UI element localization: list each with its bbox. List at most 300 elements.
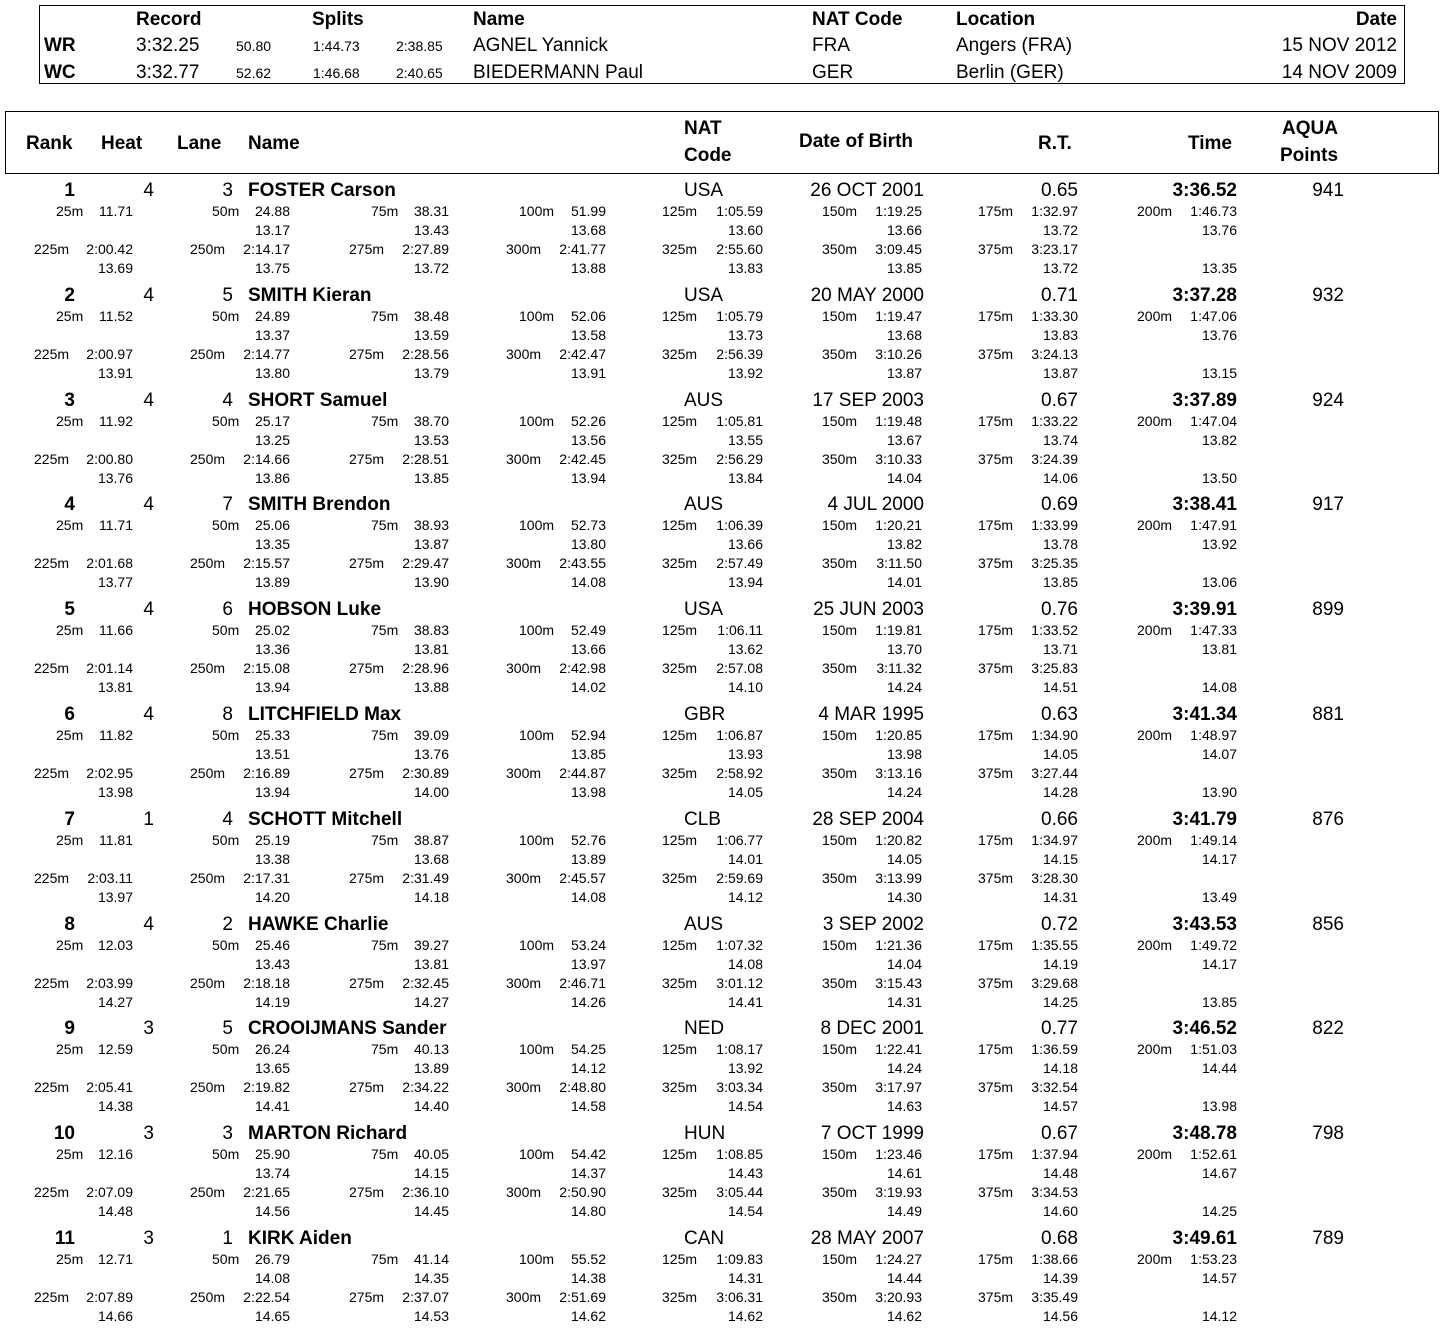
split-delta: 13.84 <box>727 469 763 486</box>
swimmer-name: HOBSON Luke <box>248 599 382 621</box>
split-time: 3:23.17 <box>1031 241 1078 257</box>
header-dob: Date of Birth <box>799 131 913 152</box>
split-time: 3:09.45 <box>875 241 922 257</box>
heat: 4 <box>143 180 154 201</box>
split-delta: 14.05 <box>886 850 922 867</box>
heat: 4 <box>143 913 154 935</box>
split-distance: 250m <box>190 660 226 677</box>
split-distance: 300m <box>506 869 542 886</box>
split-delta: 13.66 <box>727 536 763 553</box>
split-time: 52.26 <box>570 412 606 429</box>
split-delta: 14.44 <box>1201 1060 1237 1077</box>
split-delta: 14.80 <box>570 1203 606 1220</box>
split-time: 1:09.83 <box>716 1251 763 1267</box>
split-delta: 14.02 <box>570 679 606 696</box>
heat: 4 <box>143 389 154 411</box>
reaction-time: 0.66 <box>1041 808 1078 830</box>
split-time: 25.06 <box>254 517 290 534</box>
split-time: 1:23.46 <box>875 1146 922 1163</box>
split-time: 2:32.45 <box>402 974 449 991</box>
split-distance: 225m <box>34 345 70 362</box>
split-delta: 14.18 <box>413 888 449 905</box>
lane: 5 <box>222 1018 233 1040</box>
split-distance: 200m <box>1137 307 1173 324</box>
split-time: 11.71 <box>99 517 133 534</box>
split-delta: 13.35 <box>1201 260 1237 276</box>
split-distance: 300m <box>506 1079 542 1096</box>
aqua-points: 924 <box>1312 389 1344 411</box>
split-distance: 200m <box>1137 1146 1173 1163</box>
split-time: 38.83 <box>413 622 449 639</box>
split-distance: 25m <box>56 412 84 429</box>
split-time: 1:37.94 <box>1031 1146 1078 1163</box>
split-distance: 300m <box>506 660 542 677</box>
split-time: 2:21.65 <box>243 1184 290 1201</box>
swimmer-row <box>0 180 1444 280</box>
split-time: 2:14.17 <box>243 241 290 257</box>
split-delta: 13.69 <box>97 260 133 276</box>
aqua-points: 822 <box>1312 1018 1344 1040</box>
split-delta: 14.62 <box>727 1308 763 1324</box>
split-time: 2:28.56 <box>402 345 449 362</box>
split-time: 38.48 <box>413 307 449 324</box>
split-delta: 13.68 <box>570 222 606 238</box>
split-distance: 325m <box>662 1289 698 1305</box>
split-time: 1:47.33 <box>1190 622 1237 639</box>
header-time: Time <box>1188 133 1233 154</box>
split-time: 2:51.69 <box>559 1289 606 1305</box>
split-distance: 75m <box>371 203 399 219</box>
split-delta: 13.62 <box>727 641 763 658</box>
split-delta: 14.08 <box>570 574 606 591</box>
split-delta: 14.15 <box>413 1165 449 1182</box>
split-time: 1:51.03 <box>1190 1041 1237 1058</box>
nat-code: USA <box>684 284 724 306</box>
split-distance: 125m <box>662 936 698 953</box>
split-delta: 13.85 <box>1042 574 1078 591</box>
nat-code: GBR <box>684 704 726 725</box>
split-delta: 13.81 <box>1201 641 1237 658</box>
date-of-birth: 20 MAY 2000 <box>810 284 924 306</box>
nat-code: CAN <box>684 1228 725 1249</box>
swimmer-row <box>0 390 1444 490</box>
date-of-birth: 28 MAY 2007 <box>810 1228 924 1249</box>
split-distance: 175m <box>978 1146 1014 1163</box>
split-delta: 13.81 <box>97 679 133 696</box>
split-delta: 14.04 <box>886 955 922 972</box>
split-time: 11.66 <box>99 622 133 639</box>
split-delta: 14.65 <box>254 1308 290 1324</box>
split-delta: 13.75 <box>254 260 290 276</box>
split-delta: 14.38 <box>97 1098 133 1115</box>
lane: 3 <box>222 180 233 201</box>
final-time: 3:46.52 <box>1172 1018 1237 1040</box>
split-delta: 13.68 <box>886 326 922 343</box>
split-time: 2:03.11 <box>87 869 133 886</box>
split-distance: 100m <box>519 1146 555 1163</box>
final-time: 3:43.53 <box>1172 913 1237 935</box>
date-of-birth: 28 SEP 2004 <box>812 808 924 830</box>
split-time: 1:19.47 <box>875 307 922 324</box>
date-of-birth: 4 MAR 1995 <box>818 704 924 725</box>
split-distance: 50m <box>212 727 240 743</box>
split-time: 12.03 <box>97 936 133 953</box>
record-split: 2:40.65 <box>396 65 443 81</box>
split-delta: 13.97 <box>570 955 606 972</box>
split-delta: 14.61 <box>886 1165 922 1182</box>
split-time: 12.71 <box>97 1251 133 1267</box>
split-delta: 13.80 <box>570 536 606 553</box>
split-time: 38.31 <box>413 203 449 219</box>
date-of-birth: 17 SEP 2003 <box>812 389 924 411</box>
split-time: 39.09 <box>413 727 449 743</box>
final-time: 3:39.91 <box>1172 599 1237 621</box>
split-delta: 13.66 <box>886 222 922 238</box>
split-delta: 14.08 <box>727 955 763 972</box>
split-time: 1:47.04 <box>1190 412 1237 429</box>
split-distance: 125m <box>662 307 698 324</box>
split-distance: 150m <box>822 307 858 324</box>
split-distance: 200m <box>1137 936 1173 953</box>
split-distance: 175m <box>978 307 1014 324</box>
record-date: 14 NOV 2009 <box>1281 62 1397 83</box>
split-delta: 13.43 <box>413 222 449 238</box>
record-name: AGNEL Yannick <box>473 35 608 56</box>
split-delta: 13.70 <box>886 641 922 658</box>
aqua-points: 856 <box>1312 913 1344 935</box>
split-time: 38.70 <box>413 412 449 429</box>
aqua-points: 932 <box>1312 284 1344 306</box>
split-distance: 150m <box>822 517 858 534</box>
split-distance: 75m <box>371 727 399 743</box>
split-distance: 375m <box>978 765 1014 781</box>
split-delta: 13.97 <box>97 888 133 905</box>
split-distance: 175m <box>978 412 1014 429</box>
split-distance: 100m <box>519 412 555 429</box>
swimmer-row <box>0 1228 1444 1328</box>
split-delta: 13.59 <box>413 326 449 343</box>
split-delta: 14.26 <box>570 993 606 1010</box>
split-time: 1:05.59 <box>716 203 763 219</box>
split-delta: 14.17 <box>1201 850 1237 867</box>
split-distance: 200m <box>1137 203 1173 219</box>
split-delta: 13.60 <box>727 222 763 238</box>
split-distance: 200m <box>1137 727 1173 743</box>
header-lane: Lane <box>177 133 222 154</box>
split-delta: 14.20 <box>254 888 290 905</box>
split-distance: 150m <box>822 1041 858 1058</box>
split-delta: 13.88 <box>570 260 606 276</box>
split-time: 54.25 <box>570 1041 606 1058</box>
lane: 8 <box>222 704 233 725</box>
rank: 8 <box>64 913 75 935</box>
split-time: 2:16.89 <box>243 765 290 781</box>
split-distance: 100m <box>519 936 555 953</box>
date-of-birth: 26 OCT 2001 <box>810 180 924 201</box>
nat-code: USA <box>684 180 724 201</box>
split-delta: 14.48 <box>97 1203 133 1220</box>
split-distance: 25m <box>56 517 84 534</box>
split-distance: 125m <box>662 622 698 639</box>
split-distance: 325m <box>662 1184 698 1201</box>
split-delta: 14.56 <box>1042 1308 1078 1324</box>
split-distance: 75m <box>371 936 399 953</box>
split-time: 53.24 <box>570 936 606 953</box>
split-delta: 14.40 <box>413 1098 449 1115</box>
split-distance: 325m <box>662 765 698 781</box>
split-distance: 375m <box>978 1289 1014 1305</box>
split-distance: 100m <box>519 203 555 219</box>
header-points: Points <box>1280 145 1339 166</box>
split-time: 2:50.90 <box>559 1184 606 1201</box>
final-time: 3:38.41 <box>1172 494 1237 516</box>
split-distance: 75m <box>371 831 399 848</box>
split-delta: 13.89 <box>570 850 606 867</box>
split-time: 2:01.14 <box>86 660 133 677</box>
records-header-location: Location <box>956 9 1036 30</box>
date-of-birth: 3 SEP 2002 <box>822 913 924 935</box>
nat-code: AUS <box>684 494 724 516</box>
rank: 1 <box>64 180 75 201</box>
split-time: 25.90 <box>254 1146 290 1163</box>
split-time: 1:49.72 <box>1190 936 1237 953</box>
split-delta: 13.83 <box>727 260 763 276</box>
split-distance: 75m <box>371 412 399 429</box>
rank: 5 <box>64 599 75 621</box>
header-nat: NAT <box>684 118 722 139</box>
lane: 4 <box>222 808 233 830</box>
reaction-time: 0.71 <box>1041 284 1078 306</box>
split-delta: 14.35 <box>413 1270 449 1286</box>
split-delta: 14.27 <box>97 993 133 1010</box>
split-distance: 25m <box>56 307 84 324</box>
record-date: 15 NOV 2012 <box>1281 35 1397 56</box>
split-distance: 375m <box>978 555 1014 572</box>
split-distance: 300m <box>506 765 542 781</box>
split-time: 26.79 <box>254 1251 290 1267</box>
split-time: 3:28.30 <box>1031 869 1078 886</box>
split-distance: 50m <box>212 517 240 534</box>
heat: 4 <box>143 599 154 621</box>
split-distance: 75m <box>371 307 399 324</box>
split-time: 2:28.96 <box>402 660 449 677</box>
split-time: 2:34.22 <box>402 1079 449 1096</box>
split-time: 2:31.49 <box>402 869 449 886</box>
split-delta: 13.66 <box>570 641 606 658</box>
split-distance: 75m <box>371 622 399 639</box>
split-delta: 14.08 <box>1201 679 1237 696</box>
header-code: Code <box>684 145 732 166</box>
split-time: 2:15.08 <box>243 660 290 677</box>
split-distance: 125m <box>662 412 698 429</box>
split-time: 1:52.61 <box>1190 1146 1237 1163</box>
split-time: 3:24.13 <box>1031 345 1078 362</box>
record-time: 3:32.25 <box>136 35 200 56</box>
date-of-birth: 25 JUN 2003 <box>813 599 924 621</box>
split-time: 2:57.08 <box>716 660 763 677</box>
aqua-points: 789 <box>1312 1228 1344 1249</box>
split-distance: 350m <box>822 1289 858 1305</box>
record-type: WR <box>44 35 76 56</box>
split-delta: 14.18 <box>1042 1060 1078 1077</box>
split-time: 2:45.57 <box>559 869 606 886</box>
split-delta: 14.66 <box>97 1308 133 1324</box>
split-distance: 175m <box>978 727 1014 743</box>
split-distance: 150m <box>822 203 858 219</box>
split-distance: 150m <box>822 1251 858 1267</box>
split-time: 1:47.91 <box>1190 517 1237 534</box>
split-delta: 13.79 <box>413 364 449 381</box>
record-type: WC <box>44 62 76 83</box>
split-distance: 75m <box>371 1251 399 1267</box>
split-delta: 13.37 <box>254 326 290 343</box>
split-distance: 25m <box>56 1041 84 1058</box>
split-delta: 14.01 <box>886 574 922 591</box>
rank: 11 <box>54 1228 75 1249</box>
split-delta: 14.25 <box>1201 1203 1237 1220</box>
split-distance: 25m <box>56 203 84 219</box>
reaction-time: 0.67 <box>1041 389 1078 411</box>
split-time: 2:43.55 <box>559 555 606 572</box>
split-delta: 14.44 <box>886 1270 922 1286</box>
split-time: 2:44.87 <box>559 765 606 781</box>
split-distance: 225m <box>34 765 70 781</box>
split-distance: 225m <box>34 1289 70 1305</box>
split-distance: 200m <box>1137 622 1173 639</box>
split-time: 2:57.49 <box>716 555 763 572</box>
split-delta: 13.51 <box>254 746 290 762</box>
split-distance: 200m <box>1137 831 1173 848</box>
split-time: 3:06.31 <box>716 1289 763 1305</box>
split-time: 3:25.83 <box>1031 660 1078 677</box>
split-time: 2:05.41 <box>86 1079 133 1096</box>
record-name: BIEDERMANN Paul <box>473 62 643 83</box>
split-time: 1:05.81 <box>716 412 763 429</box>
split-delta: 14.12 <box>570 1060 606 1077</box>
swimmer-name: SCHOTT Mitchell <box>248 808 403 830</box>
results-header <box>5 111 1439 174</box>
split-delta: 14.41 <box>254 1098 290 1115</box>
split-delta: 14.53 <box>413 1308 449 1324</box>
split-time: 1:38.66 <box>1031 1251 1078 1267</box>
split-distance: 100m <box>519 831 555 848</box>
aqua-points: 899 <box>1312 599 1344 621</box>
split-time: 51.99 <box>570 203 606 219</box>
reaction-time: 0.63 <box>1041 704 1078 725</box>
split-delta: 13.76 <box>1201 326 1237 343</box>
split-delta: 13.72 <box>413 260 449 276</box>
split-delta: 14.43 <box>727 1165 763 1182</box>
split-distance: 325m <box>662 241 698 257</box>
split-distance: 300m <box>506 345 542 362</box>
split-time: 1:06.11 <box>717 622 763 639</box>
split-time: 25.46 <box>254 936 290 953</box>
aqua-points: 941 <box>1312 180 1344 201</box>
split-delta: 14.57 <box>1042 1098 1078 1115</box>
split-delta: 13.81 <box>413 955 449 972</box>
split-time: 2:42.98 <box>559 660 606 677</box>
split-delta: 13.94 <box>727 574 763 591</box>
split-time: 1:21.36 <box>875 936 922 953</box>
split-distance: 125m <box>662 1041 698 1058</box>
split-distance: 275m <box>349 555 385 572</box>
date-of-birth: 7 OCT 1999 <box>820 1123 924 1145</box>
swimmer-row <box>0 1123 1444 1223</box>
split-time: 52.49 <box>570 622 606 639</box>
rank: 10 <box>53 1123 75 1145</box>
split-distance: 275m <box>349 1184 385 1201</box>
split-distance: 50m <box>212 203 240 219</box>
split-distance: 100m <box>519 307 555 324</box>
split-time: 2:01.68 <box>86 555 133 572</box>
final-time: 3:37.28 <box>1172 284 1237 306</box>
split-distance: 50m <box>212 831 240 848</box>
nat-code: USA <box>684 599 724 621</box>
rank: 9 <box>64 1018 75 1040</box>
split-distance: 225m <box>34 660 70 677</box>
split-time: 1:34.90 <box>1031 727 1078 743</box>
lane: 7 <box>222 494 233 516</box>
split-time: 1:06.87 <box>716 727 763 743</box>
split-distance: 200m <box>1137 412 1173 429</box>
swimmer-row <box>0 599 1444 699</box>
split-delta: 14.19 <box>1042 955 1078 972</box>
split-time: 2:36.10 <box>402 1184 449 1201</box>
split-time: 2:00.80 <box>86 450 133 467</box>
split-time: 1:19.48 <box>875 412 922 429</box>
split-distance: 250m <box>190 555 226 572</box>
split-time: 11.81 <box>99 831 133 848</box>
split-distance: 300m <box>506 241 542 257</box>
aqua-points: 876 <box>1312 808 1344 830</box>
split-time: 2:17.31 <box>243 869 290 886</box>
split-time: 11.92 <box>99 412 133 429</box>
split-delta: 13.82 <box>886 536 922 553</box>
records-table <box>39 5 1405 84</box>
split-delta: 14.01 <box>727 850 763 867</box>
split-time: 1:36.59 <box>1031 1041 1078 1058</box>
split-time: 3:10.33 <box>875 450 922 467</box>
split-time: 2:14.66 <box>243 450 290 467</box>
split-delta: 14.31 <box>727 1270 763 1286</box>
split-time: 11.71 <box>99 203 133 219</box>
split-delta: 14.27 <box>413 993 449 1010</box>
split-delta: 13.85 <box>886 260 922 276</box>
split-time: 3:11.32 <box>876 660 922 677</box>
split-distance: 275m <box>349 345 385 362</box>
swimmer-name: KIRK Aiden <box>248 1228 352 1249</box>
split-delta: 13.92 <box>727 1060 763 1077</box>
split-time: 25.33 <box>254 727 290 743</box>
record-location: Berlin (GER) <box>956 62 1064 83</box>
split-distance: 350m <box>822 345 858 362</box>
split-distance: 25m <box>56 1146 84 1163</box>
split-delta: 13.82 <box>1201 431 1237 448</box>
split-distance: 25m <box>56 936 84 953</box>
split-time: 40.05 <box>413 1146 449 1163</box>
split-distance: 250m <box>190 450 226 467</box>
split-delta: 13.68 <box>413 850 449 867</box>
split-time: 1:53.23 <box>1190 1251 1237 1267</box>
split-distance: 175m <box>978 1041 1014 1058</box>
split-delta: 14.00 <box>413 784 449 800</box>
split-time: 3:05.44 <box>716 1184 763 1201</box>
split-time: 2:15.57 <box>243 555 290 572</box>
split-delta: 13.92 <box>1201 536 1237 553</box>
split-delta: 14.05 <box>727 784 763 800</box>
aqua-points: 798 <box>1312 1123 1344 1145</box>
split-delta: 13.85 <box>1201 993 1237 1010</box>
